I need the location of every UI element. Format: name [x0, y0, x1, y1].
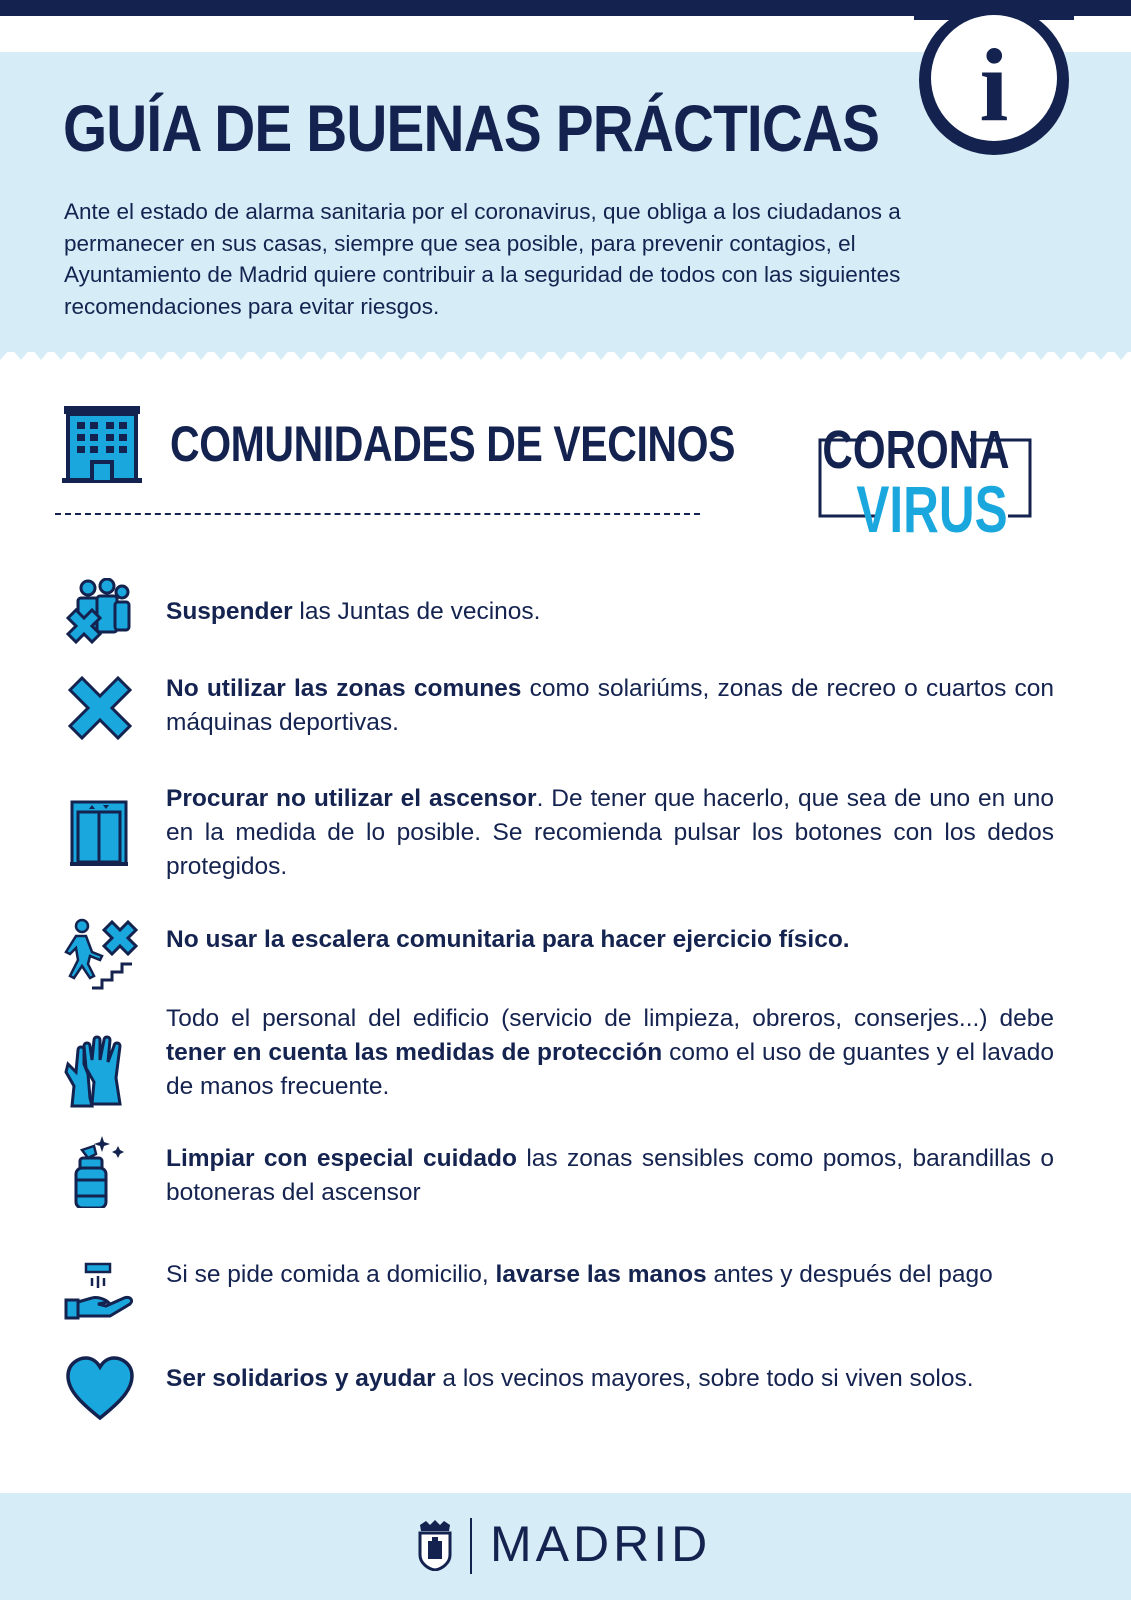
item-text-bold: lavarse las manos: [495, 1261, 707, 1288]
list-item-text: [166, 1142, 1054, 1210]
list-item-text: [166, 923, 1054, 957]
building-icon: [62, 404, 142, 484]
zigzag-edge: [0, 340, 1131, 368]
footer-city-name: MADRID: [490, 1516, 712, 1572]
hand-washing-icon: [62, 1256, 138, 1332]
list-item-text: [166, 672, 1054, 740]
heart-icon: [62, 1350, 138, 1426]
logo-word-corona: CORONA: [822, 420, 1010, 481]
item-text-bold: Procurar no utilizar el ascensor: [166, 785, 537, 812]
item-text-rest: las Juntas de vecinos.: [292, 598, 541, 625]
item-text-rest: a los vecinos mayores, sobre todo si viven solos.: [435, 1365, 974, 1392]
coronavirus-logo: [808, 420, 1053, 545]
section-title: COMUNIDADES DE VECINOS: [170, 416, 736, 472]
list-item-text: [166, 1258, 1054, 1292]
elevator-icon: [62, 796, 138, 872]
item-text-lead: Si se pide comida a domicilio,: [166, 1261, 496, 1288]
item-text-bold: tener en cuenta las medidas de protección: [166, 1039, 663, 1066]
item-text-bold: Ser solidarios y ayudar: [166, 1365, 436, 1392]
people-cross-icon: [62, 578, 138, 654]
spray-bottle-icon: [62, 1132, 138, 1208]
item-text-bold: Suspender: [166, 598, 293, 625]
list-item-text: [166, 1362, 1054, 1396]
stairs-cross-icon: [62, 918, 138, 994]
item-text-bold: Limpiar con especial cuidado: [166, 1145, 517, 1172]
page-title: GUÍA DE BUENAS PRÁCTICAS: [63, 91, 880, 165]
list-item-text: [166, 1002, 1054, 1104]
list-item-text: [166, 595, 1054, 629]
item-text-rest: las zonas sensibles como pomos, barandillas o botoneras del ascensor: [166, 1145, 1054, 1206]
logo-word-virus: VIRUS: [856, 473, 1008, 545]
intro-paragraph: Ante el estado de alarma sanitaria por el coronavirus, que obliga a los ciudadanos a permanecer en sus casas, siempre que sea posible, para prevenir contagios, el Ayuntamiento de Madrid quiere contribuir a la seguridad de todos con las siguientes recomendaciones para evitar riesgos.: [64, 199, 901, 319]
footer-divider: [470, 1518, 472, 1574]
info-icon: i: [979, 28, 1009, 143]
madrid-crest-icon: [416, 1519, 454, 1571]
gloves-icon: [62, 1034, 138, 1110]
item-text-rest: antes y después del pago: [706, 1261, 993, 1288]
item-text-bold: No utilizar las zonas comunes: [166, 675, 522, 702]
item-text-rest: como solariúms, zonas de recreo o cuartos con máquinas deportivas.: [166, 675, 1055, 736]
list-item-text: [166, 782, 1054, 884]
item-text-rest: como el uso de guantes y el lavado de manos frecuente.: [166, 1039, 1054, 1100]
cross-icon: [62, 670, 138, 746]
item-text-bold: No usar la escalera comunitaria para hacer ejercicio físico.: [166, 926, 850, 953]
item-text-rest: . De tener que hacerlo, que sea de uno en uno en la medida de lo posible. Se recomienda pulsar los botones con los dedos protegidos.: [166, 785, 1054, 880]
section-divider: [55, 513, 700, 515]
info-badge: [914, 0, 1074, 165]
item-text-lead: Todo el personal del edificio (servicio de limpieza, obreros, conserjes...) debe: [166, 1005, 1054, 1032]
